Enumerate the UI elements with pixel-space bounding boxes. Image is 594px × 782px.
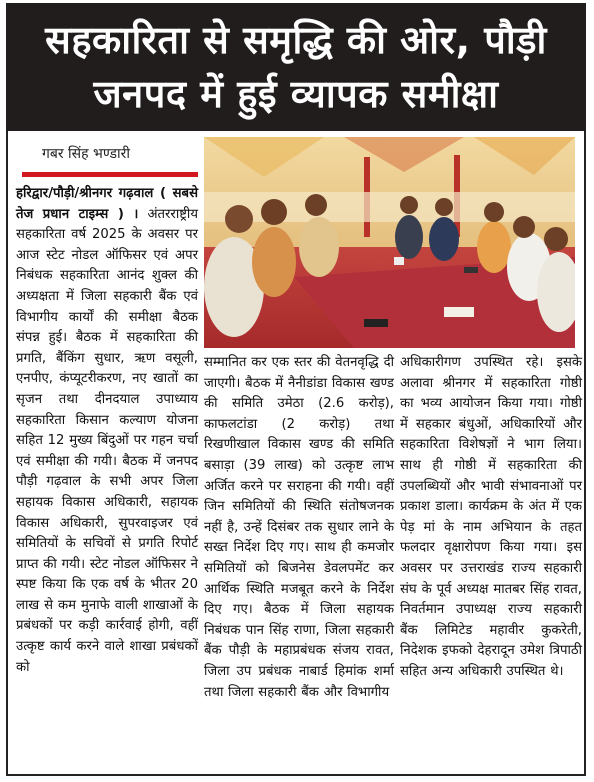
- headline-line-1: सहकारिता से समृद्धि की ओर, पौड़ी: [45, 18, 547, 62]
- column-1-text: अंतरराष्ट्रीय सहकारिता वर्ष 2025 के अवसर पर आज स्टेट नोडल ऑफिसर एवं अपर निबंधक सहकारिता आनंद शुक्ल की अध्यक्षता में जिला सहकारी बैंक एवं विभागीय कार्यों की समीक्षा बैठक संपन्न हुई। बैठक में सहकारिता की प्रगति, बैंकिंग सुधार, ऋण वसूली, एनपीए, कंप्यूटरीकरण, नए खातों का सृजन तथा दीनदयाल उपाध्याय सहकारिता किसान कल्याण योजना सहित 12 मुख्य बिंदुओं पर गहन चर्चा एवं समीक्षा की गयी। बैठक में जनपद पौड़ी गढ़वाल के सभी अपर जिला सहायक विकास अधिकारी, सहायक विकास अधिकारी, सुपरवाइजर एवं समितियों के सचिवों से प्रगति रिपोर्ट प्राप्त की गयी। स्टेट नोडल ऑफिसर ने स्पष्ट किया कि एक वर्ष के भीतर 20 लाख से कम मुनाफे वाली शाखाओं के प्रबंधकों पर कड़ी कार्रवाई होगी, वहीं उत्कृष्ट कार्य करने वाले शाखा प्रबंधकों को: [16, 206, 198, 675]
- dateline: हरिद्वार/पौड़ी/श्रीनगर गढ़वाल ( सबसे तेज प्रधान टाइम्स ) ।: [16, 186, 198, 222]
- byline: गबर सिंह भण्डारी: [42, 146, 130, 162]
- byline-rule: [22, 172, 198, 177]
- headline-banner: [6, 3, 586, 131]
- article-column-2: सम्मानित कर एक स्तर की वेतनवृद्धि दी जाएगी। बैठक में नैनीडांडा विकास खण्ड की समिति उमेठा (2.6 करोड़), काफलटांडा (2 करोड़) तथा रिखणीखाल विकास खण्ड की समिति बसाड़ा (39 लाख) को उत्कृष्ट लाभ अर्जित करने पर सराहना की गयी। वहीं जिन समितियों की स्थिति संतोषजनक नहीं है, उन्हें दिसंबर तक सुधार लाने के सख्त निर्देश दिए गए। साथ ही कमजोर समितियों को बिजनेस डेवलपमेंट कर आर्थिक स्थिति मजबूत करने के निर्देश दिए गए। बैठक में जिला सहायक निबंधक पान सिंह राणा, जिला सहकारी बैंक पौड़ी के महाप्रबंधक संजय रावत, जिला उप प्रबंधक नाबार्ड हिमांक शर्मा तथा जिला सहकारी बैंक और विभागीय: [204, 355, 394, 700]
- article-column-3: अधिकारीगण उपस्थित रहे। इसके अलावा श्रीनगर में सहकारिता गोष्ठी का भव्य आयोजन किया गया। गोष्ठी में सहकार बंधुओं, अधिकारियों और सहकारिता विशेषज्ञों ने भाग लिया। साथ ही गोष्ठी में सहकारिता की उपलब्धियों और भावी संभावनाओं पर प्रकाश डाला। कार्यक्रम के अंत में एक पेड़ मां के नाम अभियान के तहत फलदार वृक्षारोपण किया गया। इस अवसर पर उत्तराखंड राज्य सहकारी संघ के पूर्व अध्यक्ष मातबर सिंह रावत, निवर्तमान उपाध्यक्ष राज्य सहकारी बैंक लिमिटेड महावीर कुकरेती, निदेशक इफको देहरादून उमेश त्रिपाठी सहित अन्य अधिकारी उपस्थित थे।: [400, 355, 582, 679]
- meeting-photo: [204, 137, 575, 348]
- article-column-1: [16, 184, 198, 678]
- headline-line-2: जनपद में हुई व्यापक समीक्षा: [93, 72, 499, 116]
